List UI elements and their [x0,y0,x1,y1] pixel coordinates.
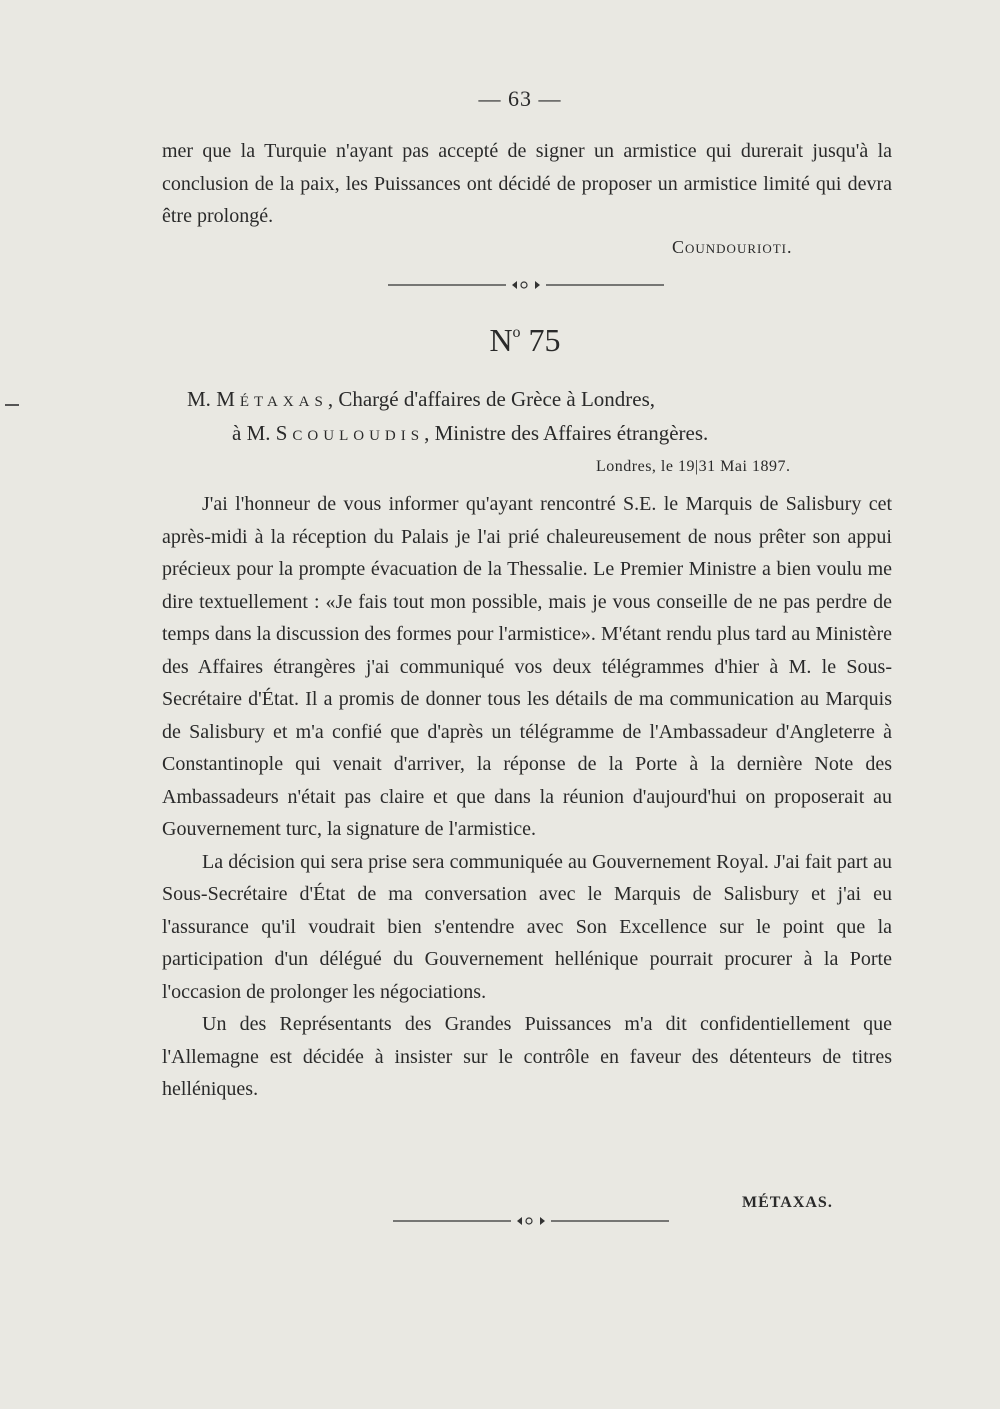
number-superscript: o [512,324,521,341]
letter-signature: MÉTAXAS. [742,1194,833,1211]
sender-line [187,387,655,412]
body-paragraph: J'ai l'honneur de vous informer qu'ayant rencontré S.E. le Marquis de Salisbury cet après-midi à la réception du Palais je l'ai prié chaleureusement de nous prêter son appui précieux pour la prompte évacuation de la Thessalie. Le Premier Ministre a bien voulu me dire textuellement : «Je fais tout mon possible, mais je vous conseille de ne pas perdre de temps dans la discussion des formes pour l'armistice». M'étant rendu plus tard au Ministère des Affaires étrangères j'ai communiqué vos deux télégrammes d'hier à M. le Sous-Secrétaire d'État. Il a promis de donner tous les détails de ma communication au Marquis de Salisbury et m'a confié que d'après un télégramme de l'Ambassadeur d'Angleterre à Constantinople qui venait d'arriver, la réponse de la Porte à la dernière Note des Ambassadeurs n'était pas claire et que dans la réunion d'aujourd'hui on proposerait au Gouvernement turc, la signature de l'armistice. [162,493,892,840]
ornamental-divider [393,1214,669,1228]
page-number: — 63 — [478,86,562,111]
body-paragraph: La décision qui sera prise sera communiquée au Gouvernement Royal. J'ai fait part au Sous-Secrétaire d'État de ma conversation avec le Marquis de Salisbury et j'ai eu l'assurance qu'il voudrait bien s'entendre avec Son Excellence sur le point que la participation d'un délégué du Gouvernement hellénique pourrait procurer à la Porte l'occasion de prolonger les négociations. [162,850,892,1003]
recipient-prefix: à M. [232,421,271,445]
margin-mark [5,404,19,406]
document-number [0,322,1000,359]
sender-title: , Chargé d'affaires de Grèce à Londres, [327,387,656,411]
continuation-signature: Coundourioti. [672,237,793,257]
continuation-paragraph: mer que la Turquie n'ayant pas accepté de signer un armistice qui durerait jusqu'à la conclusion de la paix, les Puissances ont décidé de proposer un armistice limité qui devra être prolongé. [162,140,892,227]
recipient-line [232,421,708,446]
body-paragraph: Un des Représentants des Grandes Puissances m'a dit confidentiellement que l'Allemagne est décidée à insister sur le contrôle en faveur des détenteurs de titres helléniques. [162,1013,892,1100]
number-label: N [489,322,513,358]
recipient-title: , Ministre des Affaires étrangères. [424,421,709,445]
sender-prefix: M. [187,387,211,411]
number-value: 75 [528,322,561,358]
continuation-text [162,135,892,233]
letter-body [162,488,892,1106]
ornamental-divider [388,278,664,292]
dateline: Londres, le 19|31 Mai 1897. [596,458,791,475]
recipient-name: Scouloudis [275,421,425,445]
sender-name: Métaxas [216,387,328,411]
